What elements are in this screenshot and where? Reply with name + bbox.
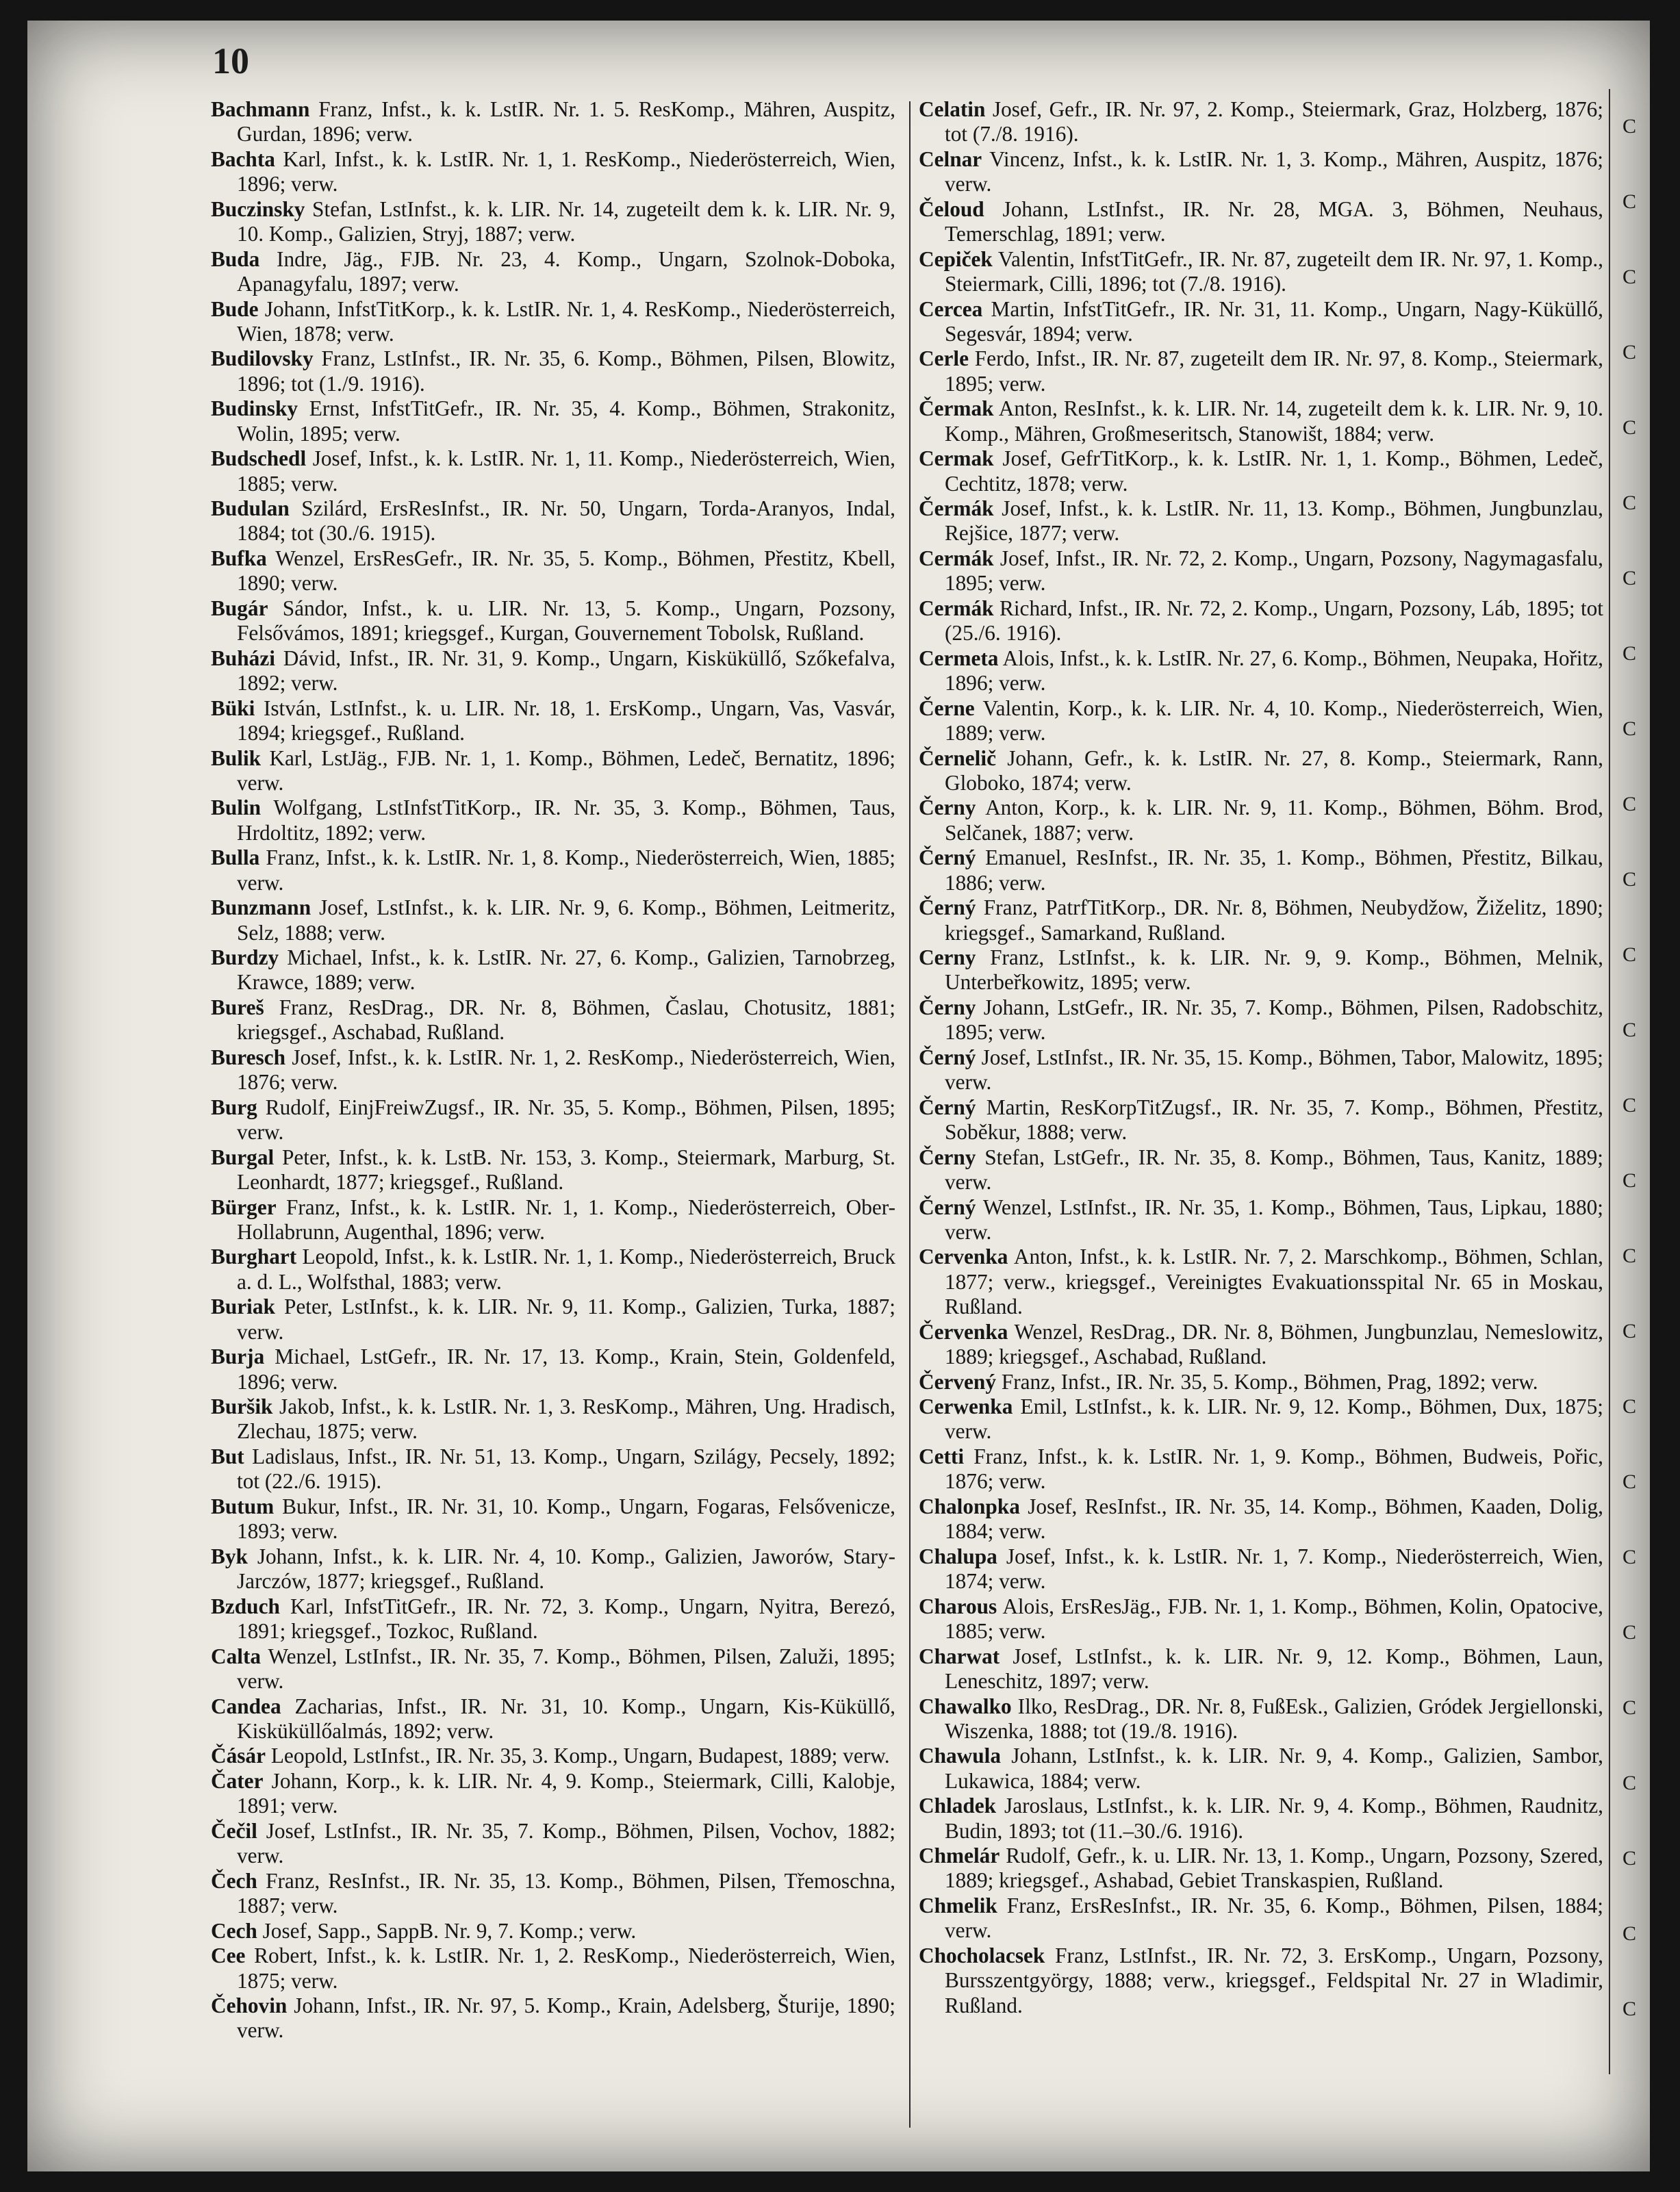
entry-surname: Butum xyxy=(211,1494,275,1518)
entry-details: Johann, LstInfst., IR. Nr. 28, MGA. 3, Böhmen, Neuhaus, Temerschlag, 1891; verw. xyxy=(945,196,1603,246)
register-entry xyxy=(919,1045,1603,1095)
entry-surname: Chladek xyxy=(919,1794,997,1818)
entry-surname: Burdzy xyxy=(211,945,279,970)
page-number: 10 xyxy=(212,40,249,81)
entry-surname: Bulik xyxy=(211,745,262,770)
entry-surname: Bachmann xyxy=(211,97,310,121)
entry-details: Martin, InfstTitGefr., IR. Nr. 31, 11. Komp., Ungarn, Nagy-Küküllő, Segesvár, 1894; verw. xyxy=(945,296,1603,346)
entry-surname: Buršik xyxy=(211,1394,273,1419)
entry-surname: Červený xyxy=(919,1369,996,1394)
entry-details: Franz, ErsResInfst., IR. Nr. 35, 6. Komp., Böhmen, Pilsen, 1884; verw. xyxy=(945,1894,1603,1943)
entry-details: Josef, Infst., k. k. LstIR. Nr. 1, 7. Komp., Niederösterreich, Wien, 1874; verw. xyxy=(945,1544,1604,1594)
edge-letter: C xyxy=(1622,492,1637,514)
entry-surname: Černy xyxy=(919,795,976,820)
register-entry xyxy=(211,1744,895,1768)
register-entry xyxy=(211,1944,895,1993)
entry-surname: Cermak xyxy=(919,446,994,471)
entry-surname: Černelič xyxy=(919,745,996,770)
entry-surname: Cerny xyxy=(919,945,976,970)
entry-details: Johann, Infst., k. k. LIR. Nr. 4, 10. Komp., Galizien, Jaworów, Stary-Jarczów, 1877; kriegsgef., Rußland. xyxy=(237,1544,895,1594)
entry-details: Jaroslaus, LstInfst., k. k. LIR. Nr. 9, 4. Komp., Böhmen, Raudnitz, Budin, 1893; tot (11.–30./6. 1916). xyxy=(945,1794,1603,1843)
entry-surname: Čater xyxy=(211,1768,264,1793)
entry-surname: Buda xyxy=(211,246,260,271)
entry-details: Stefan, LstInfst., k. k. LIR. Nr. 14, zugeteilt dem k. k. LIR. Nr. 9, 10. Komp., Galizien, Stryj, 1887; verw. xyxy=(237,196,895,246)
entry-details: Alois, ErsResJäg., FJB. Nr. 1, 1. Komp., Böhmen, Kolin, Opatocive, 1885; verw. xyxy=(945,1594,1603,1644)
entry-surname: Chalupa xyxy=(919,1544,997,1568)
register-entry xyxy=(919,1195,1603,1245)
entry-details: Josef, GefrTitKorp., k. k. LstIR. Nr. 1, 1. Komp., Böhmen, Ledeč, Cechtitz, 1878; verw. xyxy=(945,446,1604,496)
register-entry xyxy=(919,1944,1603,2018)
register-entry xyxy=(919,346,1603,396)
register-entry xyxy=(211,1295,895,1344)
register-entry xyxy=(211,97,895,147)
entry-details: Franz, Infst., k. k. LstIR. Nr. 1. 5. ResKomp., Mähren, Auspitz, Gurdan, 1896; verw. xyxy=(237,97,895,146)
entry-surname: Cermeta xyxy=(919,646,999,670)
register-entry xyxy=(211,1494,895,1544)
entry-details: Rudolf, EinjFreiwZugsf., IR. Nr. 35, 5. Komp., Böhmen, Pilsen, 1895; verw. xyxy=(237,1095,895,1145)
register-entry xyxy=(211,795,895,845)
left-column xyxy=(211,97,895,2137)
entry-surname: Černý xyxy=(919,895,976,920)
entry-details: Richard, Infst., IR. Nr. 72, 2. Komp., Ungarn, Pozsony, Láb, 1895; tot (25./6. 1916). xyxy=(945,596,1604,646)
entry-details: István, LstInfst., k. u. LIR. Nr. 18, 1. ErsKomp., Ungarn, Vas, Vasvár, 1894; kriegsgef., Rußland. xyxy=(237,696,895,745)
entry-surname: Čermák xyxy=(919,496,994,521)
entry-surname: Černý xyxy=(919,1195,976,1219)
entry-surname: Bürger xyxy=(211,1195,277,1219)
register-entry xyxy=(211,1145,895,1195)
entry-details: Johann, InfstTitKorp., k. k. LstIR. Nr. 1, 4. ResKomp., Niederösterreich, Wien, 1878; verw. xyxy=(237,296,895,346)
entry-details: Franz, PatrfTitKorp., DR. Nr. 8, Böhmen, Neubydžow, Žiželitz, 1890; kriegsgef., Samarkand, Rußland. xyxy=(945,895,1603,945)
register-entry xyxy=(211,895,895,945)
entry-details: Peter, LstInfst., k. k. LIR. Nr. 9, 11. Komp., Galizien, Turka, 1887; verw. xyxy=(237,1295,895,1344)
entry-details: Valentin, Korp., k. k. LIR. Nr. 4, 10. Komp., Niederösterreich, Wien, 1889; verw. xyxy=(945,696,1603,745)
entry-details: Ladislaus, Infst., IR. Nr. 51, 13. Komp., Ungarn, Szilágy, Pecsely, 1892; tot (22./6. 1915). xyxy=(237,1444,896,1494)
register-entry xyxy=(919,1245,1603,1319)
edge-letter: C xyxy=(1622,1019,1637,1041)
entry-surname: Chmelik xyxy=(919,1894,997,1918)
entry-surname: Chawalko xyxy=(919,1694,1012,1718)
entry-surname: Cee xyxy=(211,1944,246,1968)
entry-surname: Chocholacsek xyxy=(919,1943,1045,1967)
entry-details: Josef, ResInfst., IR. Nr. 35, 14. Komp., Böhmen, Kaaden, Dolig, 1884; verw. xyxy=(945,1494,1603,1544)
register-entry xyxy=(919,1444,1603,1494)
edge-letter: C xyxy=(1622,1772,1637,1794)
entry-surname: Charwat xyxy=(919,1644,1000,1668)
edge-letter: C xyxy=(1622,115,1637,138)
entry-surname: Cermák xyxy=(919,596,994,620)
entry-surname: Budulan xyxy=(211,496,290,521)
entry-details: Robert, Infst., k. k. LstIR. Nr. 1, 2. ResKomp., Niederösterreich, Wien, 1875; verw. xyxy=(237,1944,895,1993)
register-entry xyxy=(919,895,1603,945)
entry-surname: But xyxy=(211,1444,244,1469)
register-entry xyxy=(211,1694,895,1744)
entry-surname: Buházi xyxy=(211,646,275,670)
entry-surname: Celatin xyxy=(919,97,986,121)
entry-details: Johann, LstGefr., IR. Nr. 35, 7. Komp., Böhmen, Pilsen, Radobschitz, 1895; verw. xyxy=(945,995,1604,1045)
entry-surname: Budschedl xyxy=(211,446,307,471)
register-entry xyxy=(211,297,895,347)
edge-letter: C xyxy=(1622,1094,1637,1117)
entry-surname: Čeloud xyxy=(919,196,984,221)
entry-details: Josef, LstInfst., k. k. LIR. Nr. 9, 12. Komp., Böhmen, Laun, Leneschitz, 1897; verw. xyxy=(945,1644,1603,1693)
entry-surname: Cercea xyxy=(919,296,983,321)
register-entry xyxy=(919,1370,1603,1394)
register-entry xyxy=(211,147,895,197)
register-entry xyxy=(211,1195,895,1245)
register-entry xyxy=(211,247,895,297)
register-entry xyxy=(919,546,1603,596)
register-entry xyxy=(211,446,895,496)
entry-surname: Buresch xyxy=(211,1045,285,1069)
entry-details: Peter, Infst., k. k. LstB. Nr. 153, 3. Komp., Steiermark, Marburg, St. Leonhardt, 1877; kriegsgef., Rußland. xyxy=(237,1145,896,1194)
entry-details: Dávid, Infst., IR. Nr. 31, 9. Komp., Ungarn, Kisküküllő, Szőkefalva, 1892; verw. xyxy=(237,646,895,696)
entry-surname: Chalonpka xyxy=(919,1494,1020,1518)
entry-details: Franz, LstInfst., k. k. LIR. Nr. 9, 9. Komp., Böhmen, Melnik, Unterbeřkowitz, 1895; verw. xyxy=(945,945,1603,995)
entry-details: Franz, Infst., k. k. LstIR. Nr. 1, 9. Komp., Böhmen, Budweis, Pořic, 1876; verw. xyxy=(945,1444,1604,1494)
register-entry xyxy=(919,1844,1603,1894)
column-divider xyxy=(909,101,911,2128)
entry-details: Karl, LstJäg., FJB. Nr. 1, 1. Komp., Böhmen, Ledeč, Bernatitz, 1896; verw. xyxy=(237,745,895,795)
edge-letter: C xyxy=(1622,642,1637,665)
entry-surname: Chmelár xyxy=(919,1844,1000,1868)
entry-surname: Cervenka xyxy=(919,1245,1008,1269)
register-entry xyxy=(919,945,1603,995)
register-entry xyxy=(211,1819,895,1869)
entry-details: Karl, InfstTitGefr., IR. Nr. 72, 3. Komp., Ungarn, Nyitra, Berezó, 1891; kriegsgef., Tozkoc, Rußland. xyxy=(237,1594,895,1644)
entry-surname: Černý xyxy=(919,1095,976,1119)
register-entry xyxy=(211,1769,895,1819)
entry-details: Josef, Gefr., IR. Nr. 97, 2. Komp., Steiermark, Graz, Holzberg, 1876; tot (7./8. 1916). xyxy=(945,97,1603,146)
register-entry xyxy=(211,1344,895,1394)
entry-surname: Cech xyxy=(211,1918,257,1943)
entry-details: Anton, Korp., k. k. LIR. Nr. 9, 11. Komp., Böhmen, Böhm. Brod, Selčanek, 1887; verw. xyxy=(945,795,1603,845)
edge-letter: C xyxy=(1622,1922,1637,1945)
entry-surname: Bachta xyxy=(211,146,275,171)
entry-details: Josef, Infst., IR. Nr. 72, 2. Komp., Ungarn, Pozsony, Nagymagasfalu, 1895; verw. xyxy=(945,546,1604,596)
entry-details: Leopold, Infst., k. k. LstIR. Nr. 1, 1. Komp., Niederösterreich, Bruck a. d. L., Wolfsthal, 1883; verw. xyxy=(237,1245,895,1294)
register-entry xyxy=(211,1444,895,1494)
register-entry xyxy=(919,1644,1603,1694)
register-entry xyxy=(919,396,1603,446)
entry-details: Franz, Infst., IR. Nr. 35, 5. Komp., Böhmen, Prag, 1892; verw. xyxy=(1001,1369,1538,1394)
entry-surname: Červenka xyxy=(919,1319,1008,1344)
edge-letter: C xyxy=(1622,416,1637,439)
edge-letter: C xyxy=(1622,567,1637,589)
register-entry xyxy=(211,1394,895,1444)
entry-surname: Bufka xyxy=(211,546,267,571)
entry-details: Franz, Infst., k. k. LstIR. Nr. 1, 8. Komp., Niederösterreich, Wien, 1885; verw. xyxy=(237,845,895,895)
entry-details: Alois, Infst., k. k. LstIR. Nr. 27, 6. Komp., Böhmen, Neupaka, Hořitz, 1896; verw. xyxy=(945,646,1603,696)
register-entry xyxy=(919,746,1603,796)
edge-letter: C xyxy=(1622,341,1637,364)
entry-surname: Černy xyxy=(919,1145,976,1169)
register-entry xyxy=(211,1544,895,1594)
entry-details: Martin, ResKorpTitZugsf., IR. Nr. 35, 7. Komp., Böhmen, Přestitz, Soběkur, 1888; verw. xyxy=(945,1095,1603,1145)
entry-surname: Bulin xyxy=(211,795,262,820)
entry-surname: Čermak xyxy=(919,396,994,421)
edge-letter: C xyxy=(1622,1470,1637,1493)
register-entry xyxy=(211,546,895,596)
entry-surname: Burja xyxy=(211,1344,265,1369)
edge-letter: C xyxy=(1622,943,1637,966)
register-entry xyxy=(919,446,1603,496)
entry-details: Wenzel, ErsResGefr., IR. Nr. 35, 5. Komp., Böhmen, Přestitz, Kbell, 1890; verw. xyxy=(237,546,895,596)
entry-surname: Černý xyxy=(919,845,976,870)
register-entry xyxy=(211,1993,895,2043)
entry-details: Johann, Infst., IR. Nr. 97, 5. Komp., Krain, Adelsberg, Šturije, 1890; verw. xyxy=(237,1993,896,2043)
entry-surname: Černy xyxy=(919,995,976,1020)
edge-letter: C xyxy=(1622,1245,1637,1267)
entry-details: Franz, Infst., k. k. LstIR. Nr. 1, 1. Komp., Niederösterreich, Ober-Hollabrunn, Augenthal, 1896; verw. xyxy=(237,1195,895,1244)
entry-surname: Charous xyxy=(919,1594,997,1618)
entry-details: Ernst, InfstTitGefr., IR. Nr. 35, 4. Komp., Böhmen, Strakonitz, Wolin, 1895; verw. xyxy=(237,396,895,446)
entry-surname: Čech xyxy=(211,1868,257,1893)
register-entry xyxy=(211,596,895,646)
entry-details: Leopold, LstInfst., IR. Nr. 35, 3. Komp., Ungarn, Budapest, 1889; verw. xyxy=(270,1744,890,1768)
edge-letter: C xyxy=(1622,793,1637,815)
register-entry xyxy=(919,1394,1603,1444)
register-entry xyxy=(919,795,1603,845)
entry-surname: Černe xyxy=(919,696,975,720)
entry-details: Wenzel, LstInfst., IR. Nr. 35, 1. Komp., Böhmen, Taus, Lipkau, 1880; verw. xyxy=(945,1195,1603,1244)
register-entry xyxy=(211,696,895,746)
register-entry xyxy=(211,1095,895,1145)
entry-surname: Cerle xyxy=(919,346,969,371)
register-entry xyxy=(211,1644,895,1694)
register-entry xyxy=(919,496,1603,546)
edge-letter: C xyxy=(1622,1546,1637,1568)
register-entry xyxy=(919,995,1603,1045)
entry-surname: Burghart xyxy=(211,1245,297,1269)
entry-surname: Bureš xyxy=(211,995,264,1020)
entry-details: Valentin, InfstTitGefr., IR. Nr. 87, zugeteilt dem IR. Nr. 97, 1. Komp., Steiermark, Cilli, 1896; tot (7./8. 1916). xyxy=(945,246,1603,296)
entry-details: Karl, Infst., k. k. LstIR. Nr. 1, 1. ResKomp., Niederösterreich, Wien, 1896; verw. xyxy=(237,146,896,196)
entry-details: Johann, LstInfst., k. k. LIR. Nr. 9, 4. Komp., Galizien, Sambor, Lukawica, 1884; verw. xyxy=(945,1744,1603,1793)
register-entry xyxy=(211,496,895,546)
entry-details: Rudolf, Gefr., k. u. LIR. Nr. 13, 1. Komp., Ungarn, Pozsony, Szered, 1889; kriegsgef., Ashabad, Gebiet Transkaspien, Rußland. xyxy=(945,1844,1603,1893)
register-entry xyxy=(211,995,895,1045)
entry-details: Josef, Infst., k. k. LstIR. Nr. 1, 2. ResKomp., Niederösterreich, Wien, 1876; verw. xyxy=(237,1045,895,1095)
entry-details: Vincenz, Infst., k. k. LstIR. Nr. 1, 3. Komp., Mähren, Auspitz, 1876; verw. xyxy=(945,146,1603,196)
register-entry xyxy=(211,1594,895,1644)
register-entry xyxy=(211,346,895,396)
edge-letter: C xyxy=(1622,1696,1637,1719)
entry-surname: Bulla xyxy=(211,845,260,870)
edge-letter: C xyxy=(1622,1395,1637,1418)
entry-surname: Burg xyxy=(211,1095,257,1119)
entry-surname: Celnar xyxy=(919,146,982,171)
register-entry xyxy=(919,247,1603,297)
register-entry xyxy=(211,945,895,995)
entry-surname: Buczinsky xyxy=(211,196,305,221)
entry-details: Johann, Korp., k. k. LIR. Nr. 4, 9. Komp., Steiermark, Cilli, Kalobje, 1891; verw. xyxy=(237,1768,895,1818)
entry-surname: Černý xyxy=(919,1045,976,1069)
register-entry xyxy=(211,197,895,247)
entry-details: Johann, Gefr., k. k. LstIR. Nr. 27, 8. Komp., Steiermark, Rann, Globoko, 1874; verw. xyxy=(945,745,1604,795)
entry-surname: Buriak xyxy=(211,1295,275,1319)
register-entry xyxy=(919,1544,1603,1594)
register-entry xyxy=(919,1494,1603,1544)
register-entry xyxy=(919,197,1603,247)
entry-details: Franz, LstInfst., IR. Nr. 72, 3. ErsKomp., Ungarn, Pozsony, Bursszentgyörgy, 1888; verw., kriegsgef., Feldspital Nr. 27 in Wladimir, Rußland. xyxy=(945,1943,1603,2017)
register-entry xyxy=(919,1095,1603,1145)
entry-surname: Cetti xyxy=(919,1444,965,1469)
entry-details: Ferdo, Infst., IR. Nr. 87, zugeteilt dem IR. Nr. 97, 8. Komp., Steiermark, 1895; verw. xyxy=(945,346,1603,396)
entry-details: Michael, Infst., k. k. LstIR. Nr. 27, 6. Komp., Galizien, Tarnobrzeg, Krawce, 1889; verw. xyxy=(237,945,896,995)
entry-details: Zacharias, Infst., IR. Nr. 31, 10. Komp., Ungarn, Kis-Küküllő, Kisküküllőalmás, 1892; verw. xyxy=(237,1694,895,1743)
entry-details: Emil, LstInfst., k. k. LIR. Nr. 9, 12. Komp., Böhmen, Dux, 1875; verw. xyxy=(945,1394,1603,1444)
entry-surname: Čehovin xyxy=(211,1993,288,2018)
entry-details: Stefan, LstGefr., IR. Nr. 35, 8. Komp., Böhmen, Taus, Kanitz, 1889; verw. xyxy=(945,1145,1604,1194)
register-entry xyxy=(211,746,895,796)
entry-surname: Cerwenka xyxy=(919,1394,1013,1419)
register-entry xyxy=(919,1744,1603,1794)
entry-details: Szilárd, ErsResInfst., IR. Nr. 50, Ungarn, Torda-Aranyos, Indal, 1884; tot (30./6. 1915). xyxy=(237,496,895,546)
entry-details: Wenzel, LstInfst., IR. Nr. 35, 7. Komp., Böhmen, Pilsen, Zaluži, 1895; verw. xyxy=(237,1644,895,1693)
entry-details: Emanuel, ResInfst., IR. Nr. 35, 1. Komp., Böhmen, Přestitz, Bilkau, 1886; verw. xyxy=(945,845,1603,895)
register-entry xyxy=(211,1869,895,1919)
register-entry xyxy=(211,396,895,446)
entry-surname: Bunzmann xyxy=(211,895,311,920)
entry-details: Josef, LstInfst., k. k. LIR. Nr. 9, 6. Komp., Böhmen, Leitmeritz, Selz, 1888; verw. xyxy=(237,895,896,945)
register-entry xyxy=(211,646,895,696)
entry-surname: Bzduch xyxy=(211,1594,280,1618)
register-entry xyxy=(919,1794,1603,1844)
entry-surname: Calta xyxy=(211,1644,262,1668)
entry-details: Jakob, Infst., k. k. LstIR. Nr. 1, 3. ResKomp., Mähren, Ung. Hradisch, Zlechau, 1875; verw. xyxy=(237,1394,896,1444)
edge-letter: C xyxy=(1622,717,1637,740)
entry-surname: Byk xyxy=(211,1544,248,1568)
register-entry xyxy=(919,97,1603,147)
entry-surname: Burgal xyxy=(211,1145,275,1169)
entry-surname: Bugár xyxy=(211,596,268,620)
entry-surname: Budinsky xyxy=(211,396,298,421)
register-entry xyxy=(211,1045,895,1095)
edge-letter: C xyxy=(1622,1998,1637,2020)
register-entry xyxy=(919,696,1603,746)
edge-letter: C xyxy=(1622,1169,1637,1192)
register-entry xyxy=(919,596,1603,646)
entry-details: Franz, LstInfst., IR. Nr. 35, 6. Komp., Böhmen, Pilsen, Blowitz, 1896; tot (1./9. 1916). xyxy=(237,346,895,396)
entry-surname: Chawula xyxy=(919,1744,1002,1768)
entry-surname: Büki xyxy=(211,696,255,720)
entry-details: Josef, Infst., k. k. LstIR. Nr. 11, 13. Komp., Böhmen, Jungbunzlau, Rejšice, 1877; verw. xyxy=(945,496,1604,546)
edge-letter: C xyxy=(1622,190,1637,213)
edge-letter: C xyxy=(1622,266,1637,288)
register-entry xyxy=(919,1694,1603,1744)
register-entry xyxy=(919,646,1603,696)
register-entry xyxy=(919,297,1603,347)
entry-surname: Budilovsky xyxy=(211,346,314,371)
book-page xyxy=(27,21,1650,2171)
entry-details: Sándor, Infst., k. u. LIR. Nr. 13, 5. Komp., Ungarn, Pozsony, Felsővámos, 1891; kriegsgef., Kurgan, Gouvernement Tobolsk, Rußland. xyxy=(237,596,895,646)
register-entry xyxy=(919,1320,1603,1370)
edge-letter: C xyxy=(1622,868,1637,891)
entry-surname: Candea xyxy=(211,1694,281,1718)
entry-details: Wenzel, ResDrag., DR. Nr. 8, Böhmen, Jungbunzlau, Nemeslowitz, 1889; kriegsgef., Aschabad, Rußland. xyxy=(945,1319,1603,1368)
register-entry xyxy=(211,1245,895,1295)
entry-details: Josef, Infst., k. k. LstIR. Nr. 1, 11. Komp., Niederösterreich, Wien, 1885; verw. xyxy=(237,446,896,496)
entry-surname: Čásár xyxy=(211,1744,266,1768)
entry-details: Bukur, Infst., IR. Nr. 31, 10. Komp., Ungarn, Fogaras, Felsővenicze, 1893; verw. xyxy=(237,1494,895,1544)
entry-details: Josef, LstInfst., IR. Nr. 35, 7. Komp., Böhmen, Pilsen, Vochov, 1882; verw. xyxy=(237,1818,895,1868)
entry-details: Josef, LstInfst., IR. Nr. 35, 15. Komp., Böhmen, Tabor, Malowitz, 1895; verw. xyxy=(945,1045,1603,1095)
entry-details: Indre, Jäg., FJB. Nr. 23, 4. Komp., Ungarn, Szolnok-Doboka, Apanagyfalu, 1897; verw. xyxy=(237,246,896,296)
right-column xyxy=(919,97,1603,2137)
edge-letter: C xyxy=(1622,1621,1637,1644)
facing-page-edge xyxy=(1609,89,1650,2074)
entry-details: Wolfgang, LstInfstTitKorp., IR. Nr. 35, 3. Komp., Böhmen, Taus, Hrdoltitz, 1892; verw. xyxy=(237,795,896,845)
entry-surname: Cermák xyxy=(919,546,994,571)
entry-details: Ilko, ResDrag., DR. Nr. 8, FußEsk., Galizien, Gródek Jergiellonski, Wiszenka, 1888; tot (19./8. 1916). xyxy=(945,1694,1603,1743)
register-entry xyxy=(919,147,1603,197)
register-entry xyxy=(919,845,1603,895)
entry-details: Franz, ResDrag., DR. Nr. 8, Böhmen, Časlau, Chotusitz, 1881; kriegsgef., Aschabad, Rußland. xyxy=(237,995,896,1045)
entry-details: Michael, LstGefr., IR. Nr. 17, 13. Komp., Krain, Stein, Goldenfeld, 1896; verw. xyxy=(237,1344,896,1394)
edge-letter: C xyxy=(1622,1320,1637,1342)
register-entry xyxy=(211,845,895,895)
entry-surname: Čečil xyxy=(211,1818,257,1843)
entry-surname: Bude xyxy=(211,296,259,321)
register-entry xyxy=(211,1919,895,1944)
register-entry xyxy=(919,1145,1603,1195)
entry-details: Franz, ResInfst., IR. Nr. 35, 13. Komp., Böhmen, Pilsen, Třemoschna, 1887; verw. xyxy=(237,1868,895,1918)
entry-surname: Cepiček xyxy=(919,246,993,271)
entry-details: Josef, Sapp., SappB. Nr. 9, 7. Komp.; verw. xyxy=(262,1918,637,1943)
register-entry xyxy=(919,1894,1603,1944)
edge-letter: C xyxy=(1622,1847,1637,1870)
entry-details: Anton, Infst., k. k. LstIR. Nr. 7, 2. Marschkomp., Böhmen, Schlan, 1877; verw., kriegsgef., Vereinigtes Evakuationsspital Nr. 65 in Moskau, Rußland. xyxy=(945,1245,1603,1319)
entry-details: Anton, ResInfst., k. k. LIR. Nr. 14, zugeteilt dem k. k. LIR. Nr. 9, 10. Komp., Mähren, Großmeseritsch, Stanowišt, 1884; verw. xyxy=(945,396,1603,446)
register-entry xyxy=(919,1594,1603,1644)
